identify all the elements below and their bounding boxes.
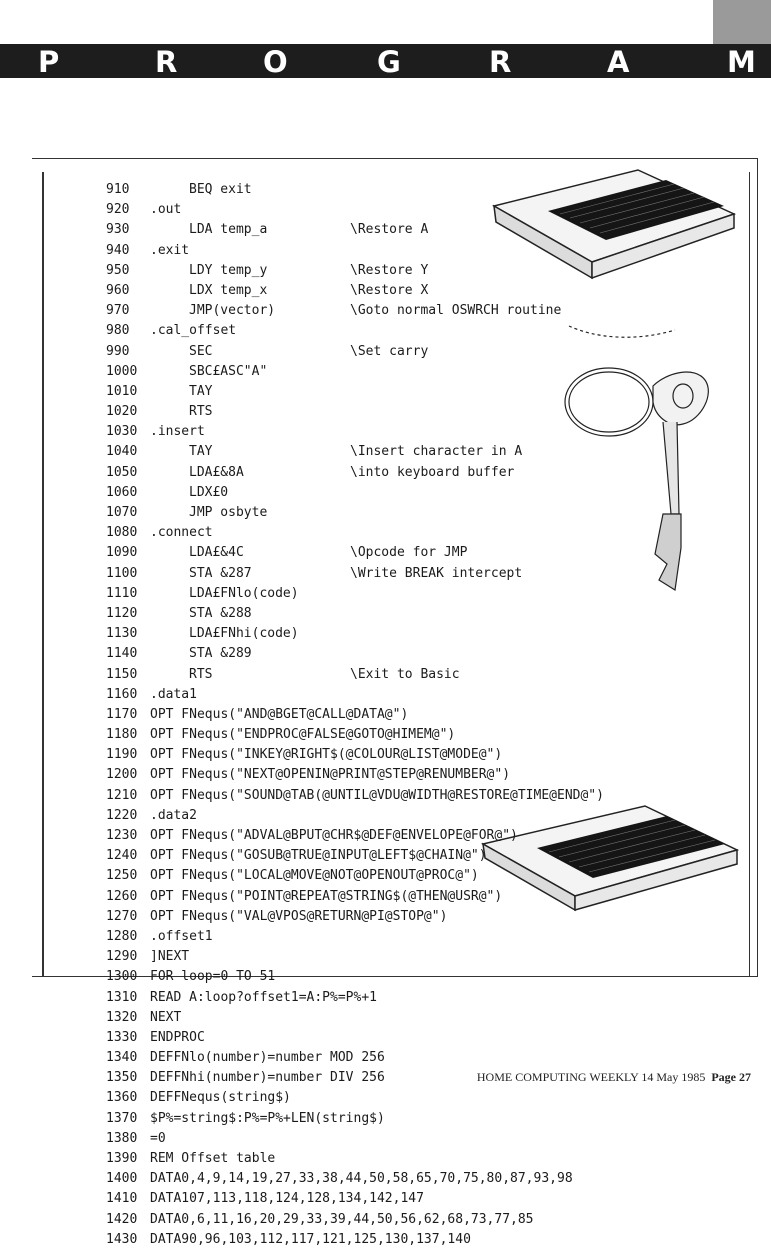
line-code: LDA£FNlo(code) xyxy=(189,585,299,601)
listing-line xyxy=(106,362,766,382)
line-number: 1280 xyxy=(106,928,138,944)
line-number: 1180 xyxy=(106,727,138,743)
line-number: 1020 xyxy=(106,404,138,420)
line-number: 1270 xyxy=(106,908,138,924)
page-footer xyxy=(477,1070,751,1085)
line-number: 1430 xyxy=(106,1231,138,1247)
line-number: 1060 xyxy=(106,484,138,500)
line-code: .data2 xyxy=(150,807,197,823)
line-code: OPT FNequs("ADVAL@BPUT@CHR$@DEF@ENVELOPE@FOR@") xyxy=(150,828,518,843)
line-code: LDX£0 xyxy=(189,484,229,500)
listing-line xyxy=(106,321,766,341)
listing-line xyxy=(106,1109,766,1129)
line-number: 1000 xyxy=(106,363,138,379)
line-number: 1160 xyxy=(106,686,138,702)
line-code: OPT FNequs("ENDPROC@FALSE@GOTO@HIMEM@") xyxy=(150,727,456,743)
listing-line xyxy=(106,1149,766,1169)
line-number: 1260 xyxy=(106,888,138,904)
line-number: 1140 xyxy=(106,646,138,662)
line-number: 1220 xyxy=(106,807,138,823)
line-code: OPT FNequs("INKEY@RIGHT$(@COLOUR@LIST@MODE@") xyxy=(150,747,503,763)
line-code: OPT FNequs("POINT@REPEAT@STRING$(@THEN@USR@") xyxy=(150,888,503,904)
line-comment: \Goto normal OSWRCH routine xyxy=(350,303,562,319)
line-code: FOR loop=0 TO 51 xyxy=(150,969,276,985)
listing-line xyxy=(106,220,766,240)
line-number: 970 xyxy=(106,303,130,319)
listing-line xyxy=(106,604,766,624)
line-number: 980 xyxy=(106,323,130,339)
line-code: LDA£&4C xyxy=(189,545,244,561)
line-code: LDA£&8A xyxy=(189,464,244,480)
listing-line xyxy=(106,442,766,462)
line-number: 1250 xyxy=(106,868,138,884)
listing-line xyxy=(106,927,766,947)
line-number: 1320 xyxy=(106,1009,138,1025)
line-number: 1090 xyxy=(106,545,138,561)
banner-letter: A xyxy=(607,45,630,79)
line-number: 920 xyxy=(106,202,130,218)
line-code: =0 xyxy=(150,1130,166,1146)
listing-line xyxy=(106,200,766,220)
listing-line xyxy=(106,483,766,503)
listing-line xyxy=(106,543,766,563)
listing-line xyxy=(106,846,766,866)
program-banner xyxy=(0,0,771,92)
listing-line xyxy=(106,1028,766,1048)
line-number: 1070 xyxy=(106,505,138,520)
listing-line xyxy=(106,806,766,826)
line-code: DEFFNequs(string$) xyxy=(150,1090,291,1106)
listing-line xyxy=(106,745,766,765)
line-comment: \Restore Y xyxy=(350,262,429,278)
line-code: LDY temp_y xyxy=(189,262,268,278)
line-code: DATA0,4,9,14,19,27,33,38,44,50,58,65,70,75,80,87,93,98 xyxy=(150,1171,573,1187)
listing-line xyxy=(106,1210,766,1230)
line-code: .exit xyxy=(150,242,190,258)
line-comment: \Set carry xyxy=(350,343,429,359)
line-number: 960 xyxy=(106,282,130,298)
listing-line xyxy=(106,463,766,483)
listing-line xyxy=(106,725,766,745)
footer-page-number: Page 27 xyxy=(711,1070,751,1084)
listing-line xyxy=(106,786,766,806)
listing-line xyxy=(106,1189,766,1209)
line-number: 1240 xyxy=(106,848,138,864)
listing-line xyxy=(106,422,766,442)
line-comment: \Restore X xyxy=(350,282,429,298)
line-number: 950 xyxy=(106,262,130,278)
listing-line xyxy=(106,967,766,987)
line-code: DEFFNlo(number)=number MOD 256 xyxy=(150,1050,385,1066)
line-number: 1100 xyxy=(106,565,138,581)
listing-line xyxy=(106,564,766,584)
listing-line xyxy=(106,765,766,785)
line-code: TAY xyxy=(189,444,213,460)
line-code: LDX temp_x xyxy=(189,282,268,298)
listing-line xyxy=(106,887,766,907)
line-code: LDA£FNhi(code) xyxy=(189,626,299,642)
line-code: STA &289 xyxy=(189,646,252,662)
line-number: 1340 xyxy=(106,1050,138,1066)
line-code: OPT FNequs("NEXT@OPENIN@PRINT@STEP@RENUMBER@") xyxy=(150,767,511,783)
line-code: ENDPROC xyxy=(150,1029,205,1045)
line-number: 1400 xyxy=(106,1171,138,1187)
line-code: DATA107,113,118,124,128,134,142,147 xyxy=(150,1191,424,1207)
line-code: LDA temp_a xyxy=(189,222,268,238)
line-code: RTS xyxy=(189,404,213,420)
banner-letter: P xyxy=(38,45,60,79)
line-code: DATA0,6,11,16,20,29,33,39,44,50,56,62,68,73,77,85 xyxy=(150,1211,534,1227)
listing-line xyxy=(106,261,766,281)
line-code: JMP(vector) xyxy=(189,303,276,319)
line-comment: \Opcode for JMP xyxy=(350,545,468,561)
line-number: 1210 xyxy=(106,787,138,803)
listing-line xyxy=(106,523,766,543)
listing-line xyxy=(106,907,766,927)
line-number: 1120 xyxy=(106,605,138,621)
line-number: 1080 xyxy=(106,525,138,541)
listing-line xyxy=(106,241,766,261)
banner-letter: R xyxy=(489,45,512,79)
line-number: 1040 xyxy=(106,444,138,460)
listing-line xyxy=(106,1048,766,1068)
line-number: 1130 xyxy=(106,626,138,642)
line-number: 1310 xyxy=(106,989,138,1005)
line-code: READ A:loop?offset1=A:P%=P%+1 xyxy=(150,989,377,1005)
line-code: .cal_offset xyxy=(150,323,237,339)
line-code: ]NEXT xyxy=(150,949,190,965)
line-code: $P%=string$:P%=P%+LEN(string$) xyxy=(150,1110,385,1126)
line-code: OPT FNequs("VAL@VPOS@RETURN@PI@STOP@") xyxy=(150,908,448,924)
line-code: STA &288 xyxy=(189,605,252,621)
line-code: OPT FNequs("LOCAL@MOVE@NOT@OPENOUT@PROC@") xyxy=(150,868,479,884)
listing-line xyxy=(106,644,766,664)
listing-line xyxy=(106,342,766,362)
line-code: NEXT xyxy=(150,1009,182,1025)
line-code: SEC xyxy=(189,343,213,359)
line-number: 1010 xyxy=(106,383,138,399)
line-code: REM Offset table xyxy=(150,1151,276,1166)
line-number: 1230 xyxy=(106,828,138,843)
line-number: 1380 xyxy=(106,1130,138,1146)
footer-publication: HOME COMPUTING WEEKLY 14 May 1985 xyxy=(476,1070,706,1084)
listing-line xyxy=(106,1129,766,1149)
listing-line xyxy=(106,584,766,604)
line-number: 1390 xyxy=(106,1151,138,1166)
listing-line xyxy=(106,301,766,321)
line-number: 1190 xyxy=(106,747,138,763)
line-number: 1030 xyxy=(106,424,138,440)
listing-line xyxy=(106,382,766,402)
line-code: STA &287 xyxy=(189,565,252,581)
line-comment: \Exit to Basic xyxy=(350,666,460,682)
line-comment: \Insert character in A xyxy=(350,444,523,460)
line-number: 1170 xyxy=(106,706,138,722)
line-number: 1300 xyxy=(106,969,138,985)
listing-line xyxy=(106,685,766,705)
line-number: 1110 xyxy=(106,585,138,601)
listing-line xyxy=(106,503,766,523)
banner-letter: M xyxy=(727,45,756,79)
listing-line xyxy=(106,1088,766,1108)
line-number: 930 xyxy=(106,222,130,238)
line-code: DATA90,96,103,112,117,121,125,130,137,140 xyxy=(150,1231,471,1247)
banner-letter: R xyxy=(155,45,178,79)
program-listing xyxy=(106,180,766,1250)
line-number: 910 xyxy=(106,182,130,197)
line-number: 1200 xyxy=(106,767,138,783)
line-number: 1330 xyxy=(106,1029,138,1045)
listing-line xyxy=(106,402,766,422)
listing-line xyxy=(106,1230,766,1250)
line-code: OPT FNequs("SOUND@TAB(@UNTIL@VDU@WIDTH@RESTORE@TIME@END@") xyxy=(150,787,604,803)
listing-line xyxy=(106,866,766,886)
line-number: 1290 xyxy=(106,949,138,965)
listing-line xyxy=(106,947,766,967)
line-number: 1150 xyxy=(106,666,138,682)
line-number: 1050 xyxy=(106,464,138,480)
listing-line xyxy=(106,180,766,200)
line-code: .out xyxy=(150,202,182,218)
line-number: 940 xyxy=(106,242,130,258)
line-code: .data1 xyxy=(150,686,197,702)
line-code: TAY xyxy=(189,383,213,399)
line-number: 1360 xyxy=(106,1090,138,1106)
line-number: 1350 xyxy=(106,1070,138,1086)
line-code: .insert xyxy=(150,424,205,440)
line-number: 1370 xyxy=(106,1110,138,1126)
line-code: OPT FNequs("AND@BGET@CALL@DATA@") xyxy=(150,706,409,722)
line-code: RTS xyxy=(189,666,213,682)
line-code: BEQ exit xyxy=(189,182,252,197)
listing-line xyxy=(106,665,766,685)
banner-letters xyxy=(0,44,771,78)
banner-letter: G xyxy=(377,45,401,79)
line-code: SBC£ASC"A" xyxy=(189,363,268,379)
line-number: 1420 xyxy=(106,1211,138,1227)
line-code: .offset1 xyxy=(150,928,213,944)
line-comment: \Write BREAK intercept xyxy=(350,565,523,581)
line-code: DEFFNhi(number)=number DIV 256 xyxy=(150,1070,385,1086)
listing-line xyxy=(106,624,766,644)
line-code: JMP osbyte xyxy=(189,505,268,520)
line-comment: \into keyboard buffer xyxy=(350,464,515,480)
line-number: 990 xyxy=(106,343,130,359)
listing-line xyxy=(106,1169,766,1189)
line-code: .connect xyxy=(150,525,213,541)
listing-line xyxy=(106,826,766,846)
listing-line xyxy=(106,1008,766,1028)
listing-line xyxy=(106,281,766,301)
listing-line xyxy=(106,988,766,1008)
line-code: OPT FNequs("GOSUB@TRUE@INPUT@LEFT$@CHAIN@") xyxy=(150,848,487,864)
frame-left-rule xyxy=(42,172,44,976)
line-comment: \Restore A xyxy=(350,222,429,238)
banner-letter: O xyxy=(263,45,288,79)
listing-line xyxy=(106,705,766,725)
line-number: 1410 xyxy=(106,1191,138,1207)
